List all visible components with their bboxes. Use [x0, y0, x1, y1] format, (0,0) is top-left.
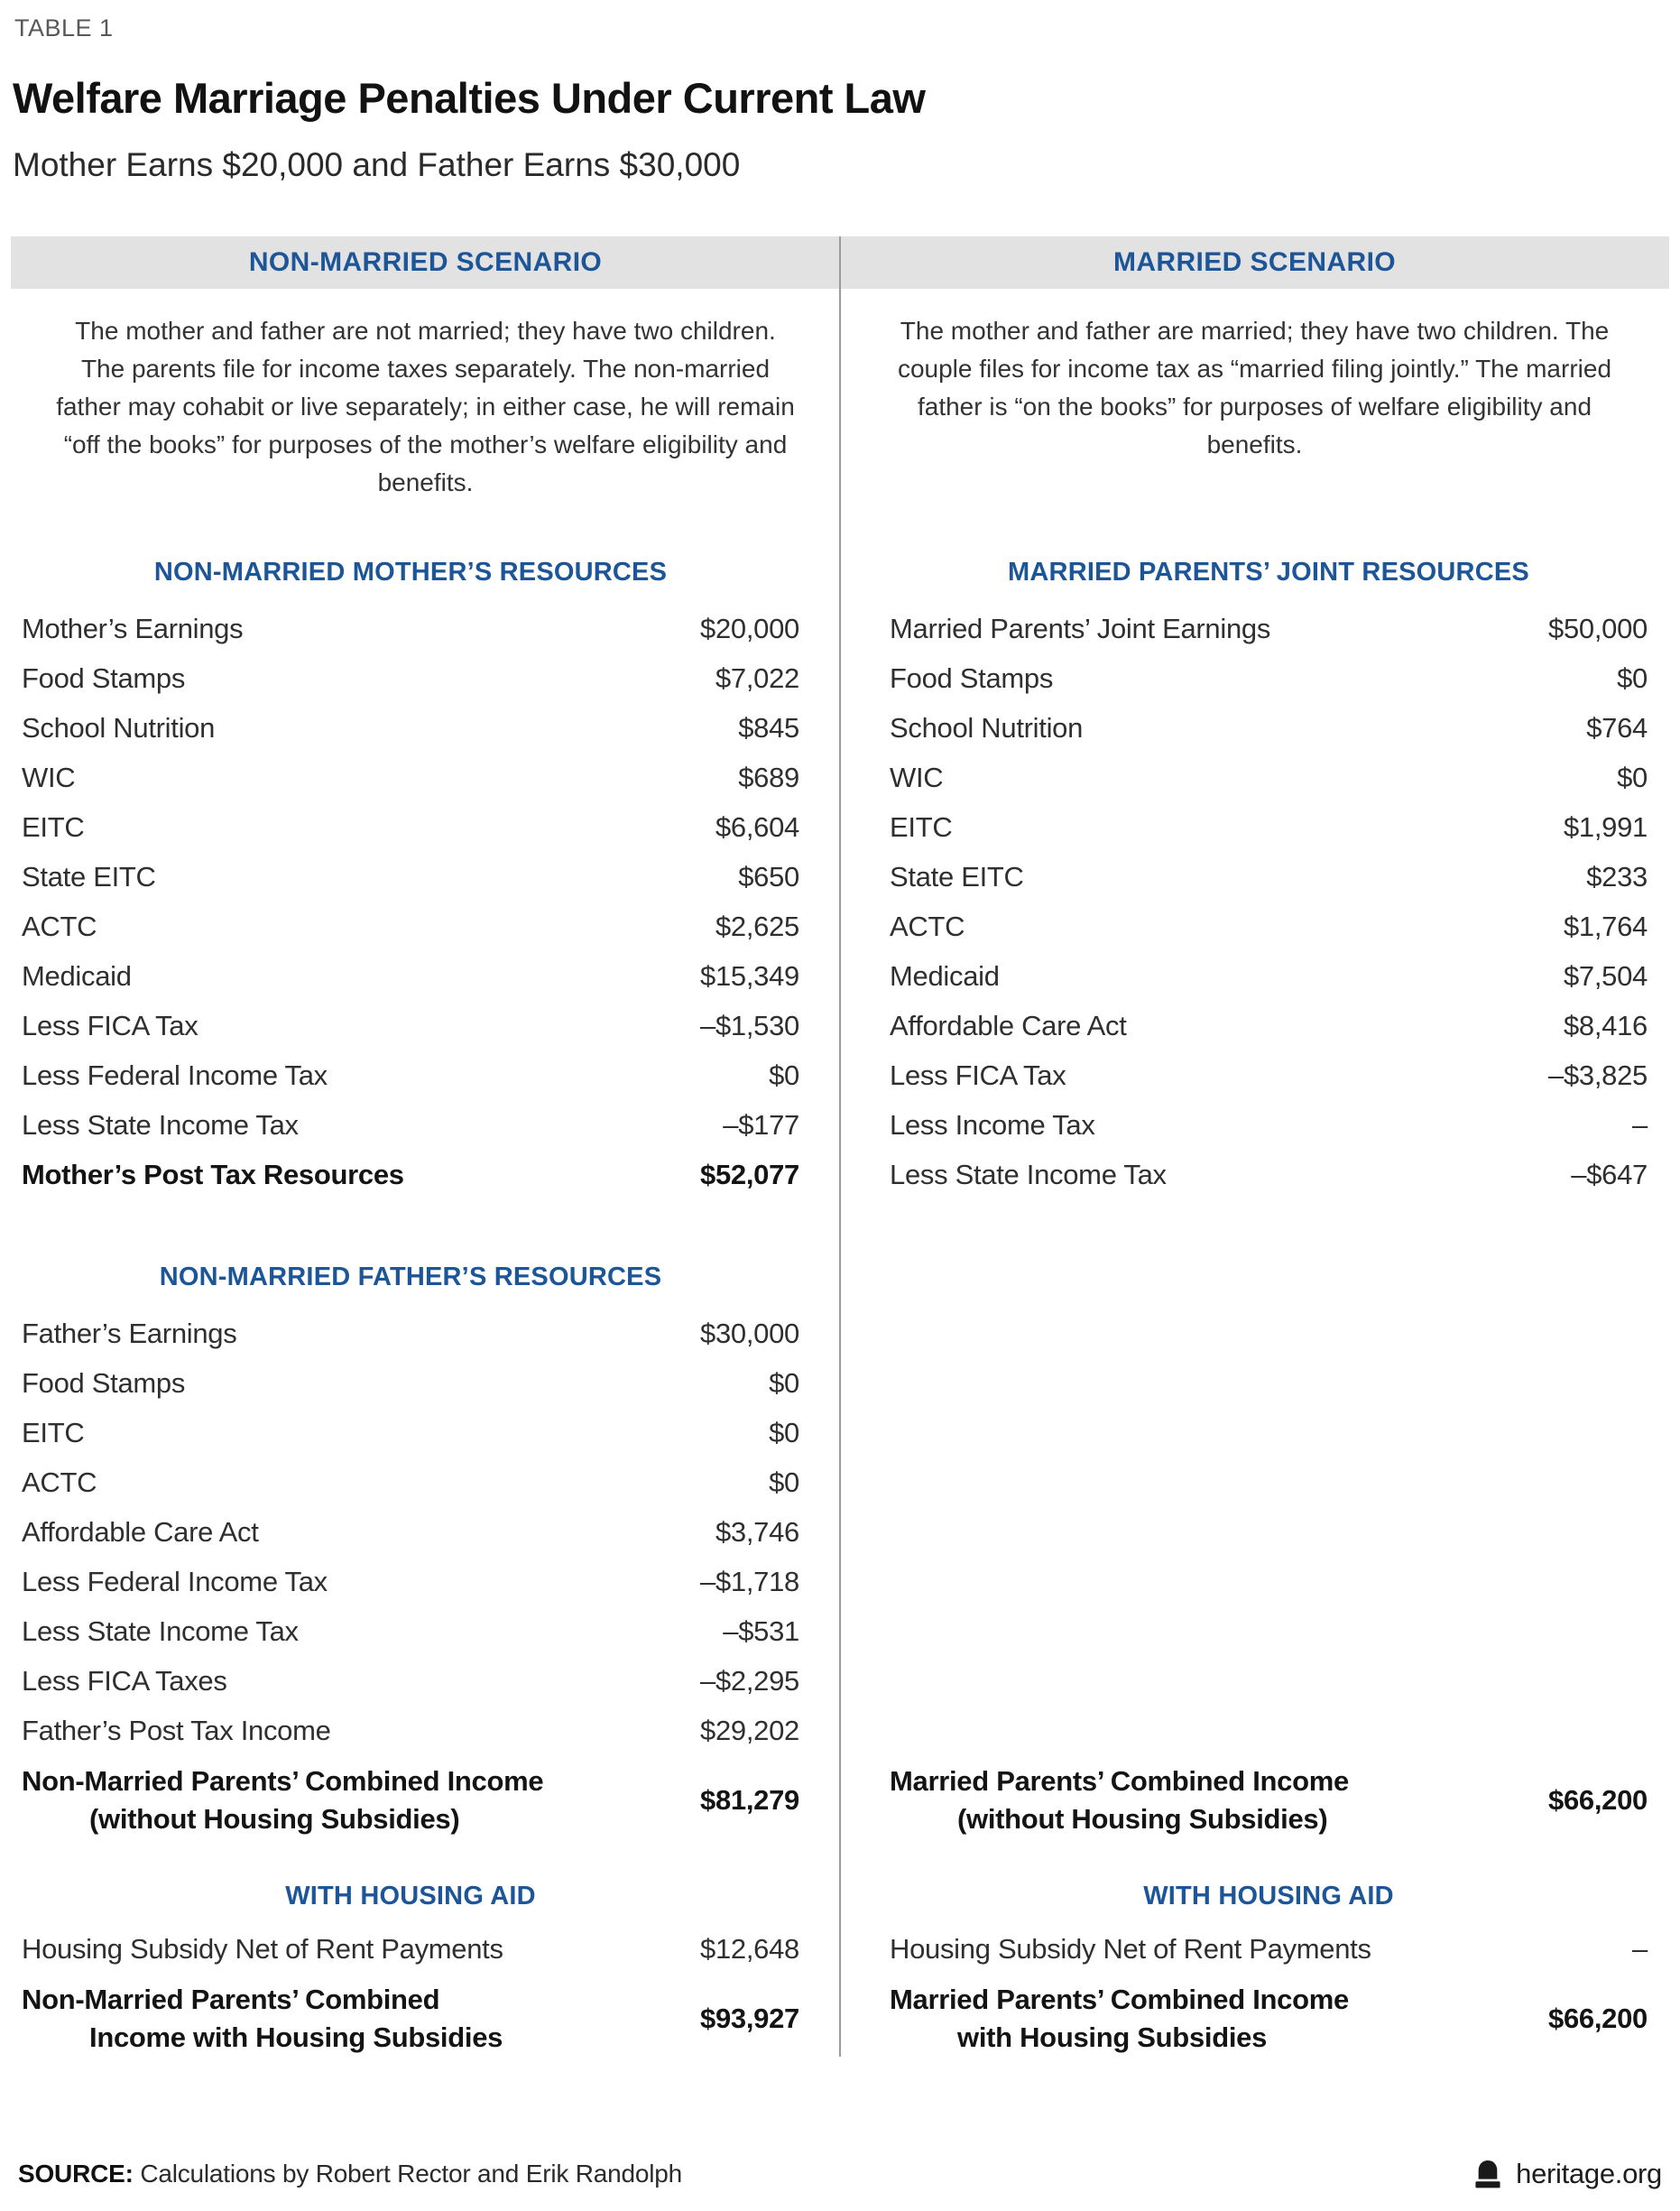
married-scenario-description: The mother and father are married; they have two children. The couple files for income tax as “married filing jointly.” The married father is “on the books” for purposes of welfare eligibility and benefits. — [897, 317, 1612, 458]
row-value: $845 — [738, 711, 799, 744]
table-row — [890, 703, 1648, 753]
table-row — [22, 1358, 799, 1408]
row-label: Mother’s Post Tax Resources — [22, 1158, 404, 1190]
row-value: $12,648 — [700, 1932, 799, 1965]
row-label: Less State Income Tax — [22, 1614, 299, 1647]
non-married-resources-cell — [11, 502, 840, 1755]
table-row — [22, 902, 799, 951]
row-label: State EITC — [22, 860, 156, 893]
non-married-housing-header-cell — [11, 1838, 840, 1924]
row-value: – — [1632, 1932, 1648, 1965]
row-value: $20,000 — [700, 612, 799, 644]
table-row — [890, 604, 1648, 653]
joint-resources-rows — [890, 604, 1648, 1199]
row-label: ACTC — [890, 910, 965, 942]
row-value: $7,504 — [1563, 959, 1648, 992]
row-label: Housing Subsidy Net of Rent Payments — [22, 1932, 503, 1965]
non-married-scenario-description: The mother and father are not married; they have two children. The parents file for income taxes separately. The non-married father may cohabit or live separately; in either case, he will remain “off the books” for purposes of the mother’s welfare eligibility and benefits. — [56, 317, 795, 496]
row-label: Medicaid — [22, 959, 132, 992]
table-row — [22, 802, 799, 852]
row-label: Married Parents’ Combined Income (without Housing Subsidies) — [890, 1765, 1349, 1835]
heritage-bell-icon — [1472, 2160, 1503, 2188]
source-note — [18, 2160, 682, 2188]
row-label: Food Stamps — [22, 1366, 186, 1399]
row-value: $233 — [1586, 860, 1648, 893]
source-text: Calculations by Robert Rector and Erik Randolph — [140, 2160, 683, 2188]
row-value: $1,991 — [1563, 810, 1648, 843]
table-row — [890, 1150, 1648, 1199]
row-label: Less Income Tax — [890, 1108, 1095, 1141]
row-label: Food Stamps — [22, 661, 186, 694]
row-value: $93,927 — [700, 2003, 799, 2034]
non-married-combined-with-housing-cell — [11, 1974, 840, 2057]
row-value: $29,202 — [700, 1714, 799, 1746]
row-label: School Nutrition — [890, 711, 1084, 744]
father-resources-rows — [22, 1309, 799, 1755]
row-value: $764 — [1586, 711, 1648, 744]
row-value: $689 — [738, 761, 799, 793]
table-row — [22, 951, 799, 1001]
table-row — [22, 703, 799, 753]
row-value: $8,416 — [1563, 1009, 1648, 1041]
row-label: Married Parents’ Combined Income with Housing Subsidies — [890, 1984, 1349, 2053]
row-value: $1,764 — [1563, 910, 1648, 942]
table-row — [890, 902, 1648, 951]
married-resources-cell — [840, 502, 1669, 1755]
row-label: Non-Married Parents’ Combined Income (without Housing Subsidies) — [22, 1765, 544, 1835]
row-value: $81,279 — [700, 1784, 799, 1816]
row-label: State EITC — [890, 860, 1024, 893]
table-row — [890, 1001, 1648, 1050]
table-row — [22, 604, 799, 653]
non-married-housing-aid-header: WITH HOUSING AID — [285, 1882, 536, 1910]
table-row — [890, 753, 1648, 802]
row-value: $0 — [769, 1416, 799, 1448]
heritage-url: heritage.org — [1516, 2158, 1662, 2189]
source-label: SOURCE: — [18, 2160, 134, 2188]
row-label: Medicaid — [890, 959, 1000, 992]
footer — [11, 2158, 1669, 2190]
row-value: –$647 — [1571, 1158, 1648, 1190]
row-label: EITC — [22, 1416, 85, 1448]
row-value: $30,000 — [700, 1317, 799, 1349]
non-married-combined-with-housing-row — [22, 1981, 799, 2057]
row-label: ACTC — [22, 910, 97, 942]
table-row — [890, 802, 1648, 852]
row-value: $7,022 — [715, 661, 799, 694]
row-value: $6,604 — [715, 810, 799, 843]
row-value: $0 — [769, 1059, 799, 1091]
mother-post-tax-total-row — [22, 1150, 799, 1199]
row-value: $66,200 — [1548, 1784, 1648, 1816]
married-combined-income-cell — [840, 1755, 1669, 1838]
row-value: – — [1632, 1108, 1648, 1141]
married-scenario-header: MARRIED SCENARIO — [1112, 247, 1397, 277]
row-label: Father’s Earnings — [22, 1317, 237, 1349]
row-label: Affordable Care Act — [22, 1515, 259, 1548]
non-married-housing-row-cell — [11, 1924, 840, 1974]
table-row — [22, 1408, 799, 1457]
table-row — [22, 1507, 799, 1557]
table-row — [22, 1706, 799, 1755]
table-row — [890, 1050, 1648, 1100]
row-value: $0 — [769, 1366, 799, 1399]
row-value: –$3,825 — [1548, 1059, 1648, 1091]
table-row — [22, 1100, 799, 1150]
married-scenario-header-band — [840, 236, 1669, 289]
row-value: –$1,718 — [700, 1565, 799, 1597]
non-married-scenario-header: NON-MARRIED SCENARIO — [248, 247, 603, 277]
page-subtitle: Mother Earns $20,000 and Father Earns $30,000 — [13, 146, 741, 183]
housing-subsidy-row — [890, 1924, 1648, 1974]
table-row — [890, 653, 1648, 703]
row-value: $3,746 — [715, 1515, 799, 1548]
row-value: $15,349 — [700, 959, 799, 992]
married-combined-with-housing-row — [890, 1981, 1648, 2057]
table-row — [22, 852, 799, 902]
row-value: –$1,530 — [700, 1009, 799, 1041]
row-label: Non-Married Parents’ Combined Income with Housing Subsidies — [22, 1984, 503, 2053]
row-label: Less Federal Income Tax — [22, 1059, 328, 1091]
table-row — [22, 1309, 799, 1358]
row-label: School Nutrition — [22, 711, 216, 744]
father-resources-header: NON-MARRIED FATHER’S RESOURCES — [159, 1263, 662, 1291]
row-value: $0 — [1617, 661, 1648, 694]
row-value: –$2,295 — [700, 1664, 799, 1697]
married-housing-row-cell — [840, 1924, 1669, 1974]
row-value: $2,625 — [715, 910, 799, 942]
row-label: EITC — [890, 810, 953, 843]
non-married-combined-income-cell — [11, 1755, 840, 1838]
row-label: WIC — [22, 761, 76, 793]
row-label: Less FICA Tax — [22, 1009, 198, 1041]
table-row — [22, 1606, 799, 1656]
table-row — [890, 852, 1648, 902]
mother-resources-rows — [22, 604, 799, 1150]
row-value: $52,077 — [700, 1158, 799, 1190]
table-row — [890, 951, 1648, 1001]
row-value: $66,200 — [1548, 2003, 1648, 2034]
table-row — [22, 1050, 799, 1100]
table-row — [22, 753, 799, 802]
table-row — [22, 653, 799, 703]
row-value: $650 — [738, 860, 799, 893]
table-row — [22, 1557, 799, 1606]
row-label: Less State Income Tax — [890, 1158, 1167, 1190]
row-label: Father’s Post Tax Income — [22, 1714, 331, 1746]
row-label: Less FICA Taxes — [22, 1664, 227, 1697]
comparison-table — [11, 236, 1669, 2057]
non-married-combined-income-row — [22, 1762, 799, 1838]
row-value: $50,000 — [1548, 612, 1648, 644]
married-scenario-description-cell — [840, 289, 1669, 502]
row-label: Food Stamps — [890, 661, 1054, 694]
page-title: Welfare Marriage Penalties Under Current Law — [13, 74, 926, 122]
row-label: EITC — [22, 810, 85, 843]
row-label: Mother’s Earnings — [22, 612, 244, 644]
row-label: Housing Subsidy Net of Rent Payments — [890, 1932, 1371, 1965]
non-married-scenario-description-cell — [11, 289, 840, 502]
row-label: Married Parents’ Joint Earnings — [890, 612, 1271, 644]
row-label: Less Federal Income Tax — [22, 1565, 328, 1597]
joint-resources-header: MARRIED PARENTS’ JOINT RESOURCES — [1008, 558, 1529, 587]
row-label: Less State Income Tax — [22, 1108, 299, 1141]
row-value: $0 — [769, 1466, 799, 1498]
housing-subsidy-row — [22, 1924, 799, 1974]
married-combined-income-row — [890, 1762, 1648, 1838]
row-label: ACTC — [22, 1466, 97, 1498]
row-label: WIC — [890, 761, 944, 793]
heritage-branding — [1472, 2158, 1662, 2190]
married-combined-with-housing-cell — [840, 1974, 1669, 2057]
table-row — [22, 1457, 799, 1507]
table-row — [22, 1001, 799, 1050]
row-label: Affordable Care Act — [890, 1009, 1127, 1041]
row-value: $0 — [1617, 761, 1648, 793]
row-label: Less FICA Tax — [890, 1059, 1066, 1091]
married-housing-header-cell — [840, 1838, 1669, 1924]
table-row — [22, 1656, 799, 1706]
row-value: –$531 — [723, 1614, 799, 1647]
mother-resources-header: NON-MARRIED MOTHER’S RESOURCES — [153, 558, 668, 587]
table-row — [890, 1100, 1648, 1150]
row-value: –$177 — [723, 1108, 799, 1141]
non-married-scenario-header-band — [11, 236, 840, 289]
table-number-label: TABLE 1 — [14, 14, 114, 42]
married-housing-aid-header: WITH HOUSING AID — [1143, 1882, 1394, 1910]
